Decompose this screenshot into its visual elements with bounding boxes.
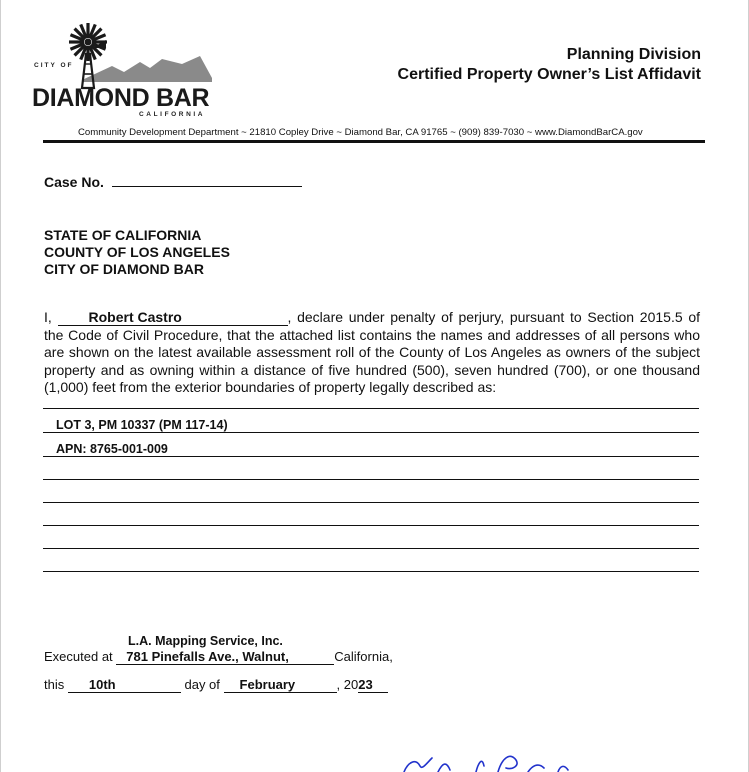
case-number-row: [44, 172, 302, 190]
logo-city-of: CITY OF: [34, 62, 74, 69]
executed-state-suffix: California,: [334, 649, 393, 664]
legal-description-apn: APN: 8765-001-009: [56, 442, 168, 456]
county-line: COUNTY OF LOS ANGELES: [44, 244, 230, 260]
executed-at-row: [44, 649, 393, 665]
city-logo: [32, 18, 217, 118]
jurisdiction-block: [44, 227, 230, 278]
executed-address-field[interactable]: 781 Pinefalls Ave., Walnut,: [116, 650, 334, 665]
division-name: Planning Division: [566, 46, 701, 63]
declaration-text: , declare under penalty of perjury, pursuant to Section 2015.5 of the Code of Civil Procedure, that the attached list contains the names and addresses of all persons who are shown on the latest available assessment roll of the County of Los Angeles as owners of the subject property and as owning within a distance of five hundred (500), seven hundred (700), or one thousand (1,000) feet from the exterior boundaries of property legally described as:: [44, 309, 701, 396]
header-divider: [43, 140, 705, 143]
legal-description-line[interactable]: [43, 479, 699, 480]
case-number-label: Case No.: [44, 174, 104, 190]
header-titles: [398, 45, 701, 85]
logo-state: CALIFORNIA: [139, 111, 206, 118]
day-field[interactable]: 10th: [68, 678, 181, 693]
form-title: Certified Property Owner’s List Affidavit: [397, 66, 701, 83]
declaration-paragraph: [44, 309, 700, 397]
execution-date-row: [44, 677, 388, 693]
city-line: CITY OF DIAMOND BAR: [44, 261, 204, 277]
legal-description-line[interactable]: [43, 548, 699, 549]
legal-description-line[interactable]: [43, 456, 699, 457]
declarant-name-field[interactable]: Robert Castro: [58, 310, 288, 326]
logo-city-name: DIAMOND BAR: [32, 84, 210, 112]
legal-description-line[interactable]: [43, 432, 699, 433]
company-name: L.A. Mapping Service, Inc.: [128, 634, 283, 648]
day-of-label: day of: [184, 677, 220, 692]
legal-description-line[interactable]: [43, 571, 699, 572]
legal-description-line[interactable]: [43, 525, 699, 526]
state-line: STATE OF CALIFORNIA: [44, 227, 202, 243]
executed-at-label: Executed at: [44, 649, 113, 664]
year-prefix: , 20: [336, 677, 359, 692]
month-field[interactable]: February: [224, 678, 337, 693]
legal-description-lot: LOT 3, PM 10337 (PM 117-14): [56, 418, 228, 432]
this-label: this: [44, 677, 65, 692]
page-edge-left: [0, 0, 1, 772]
year-field[interactable]: 23: [358, 678, 388, 693]
legal-description-line[interactable]: [43, 502, 699, 503]
case-number-field[interactable]: [112, 172, 302, 187]
signature-scribble: [398, 748, 578, 772]
declaration-prefix: I,: [44, 309, 52, 325]
contact-line: Community Development Department ~ 21810 Copley Drive ~ Diamond Bar, CA 91765 ~ (909) 839-7030 ~ www.DiamondBarCA.gov: [78, 127, 643, 138]
legal-description-line[interactable]: [43, 408, 699, 409]
